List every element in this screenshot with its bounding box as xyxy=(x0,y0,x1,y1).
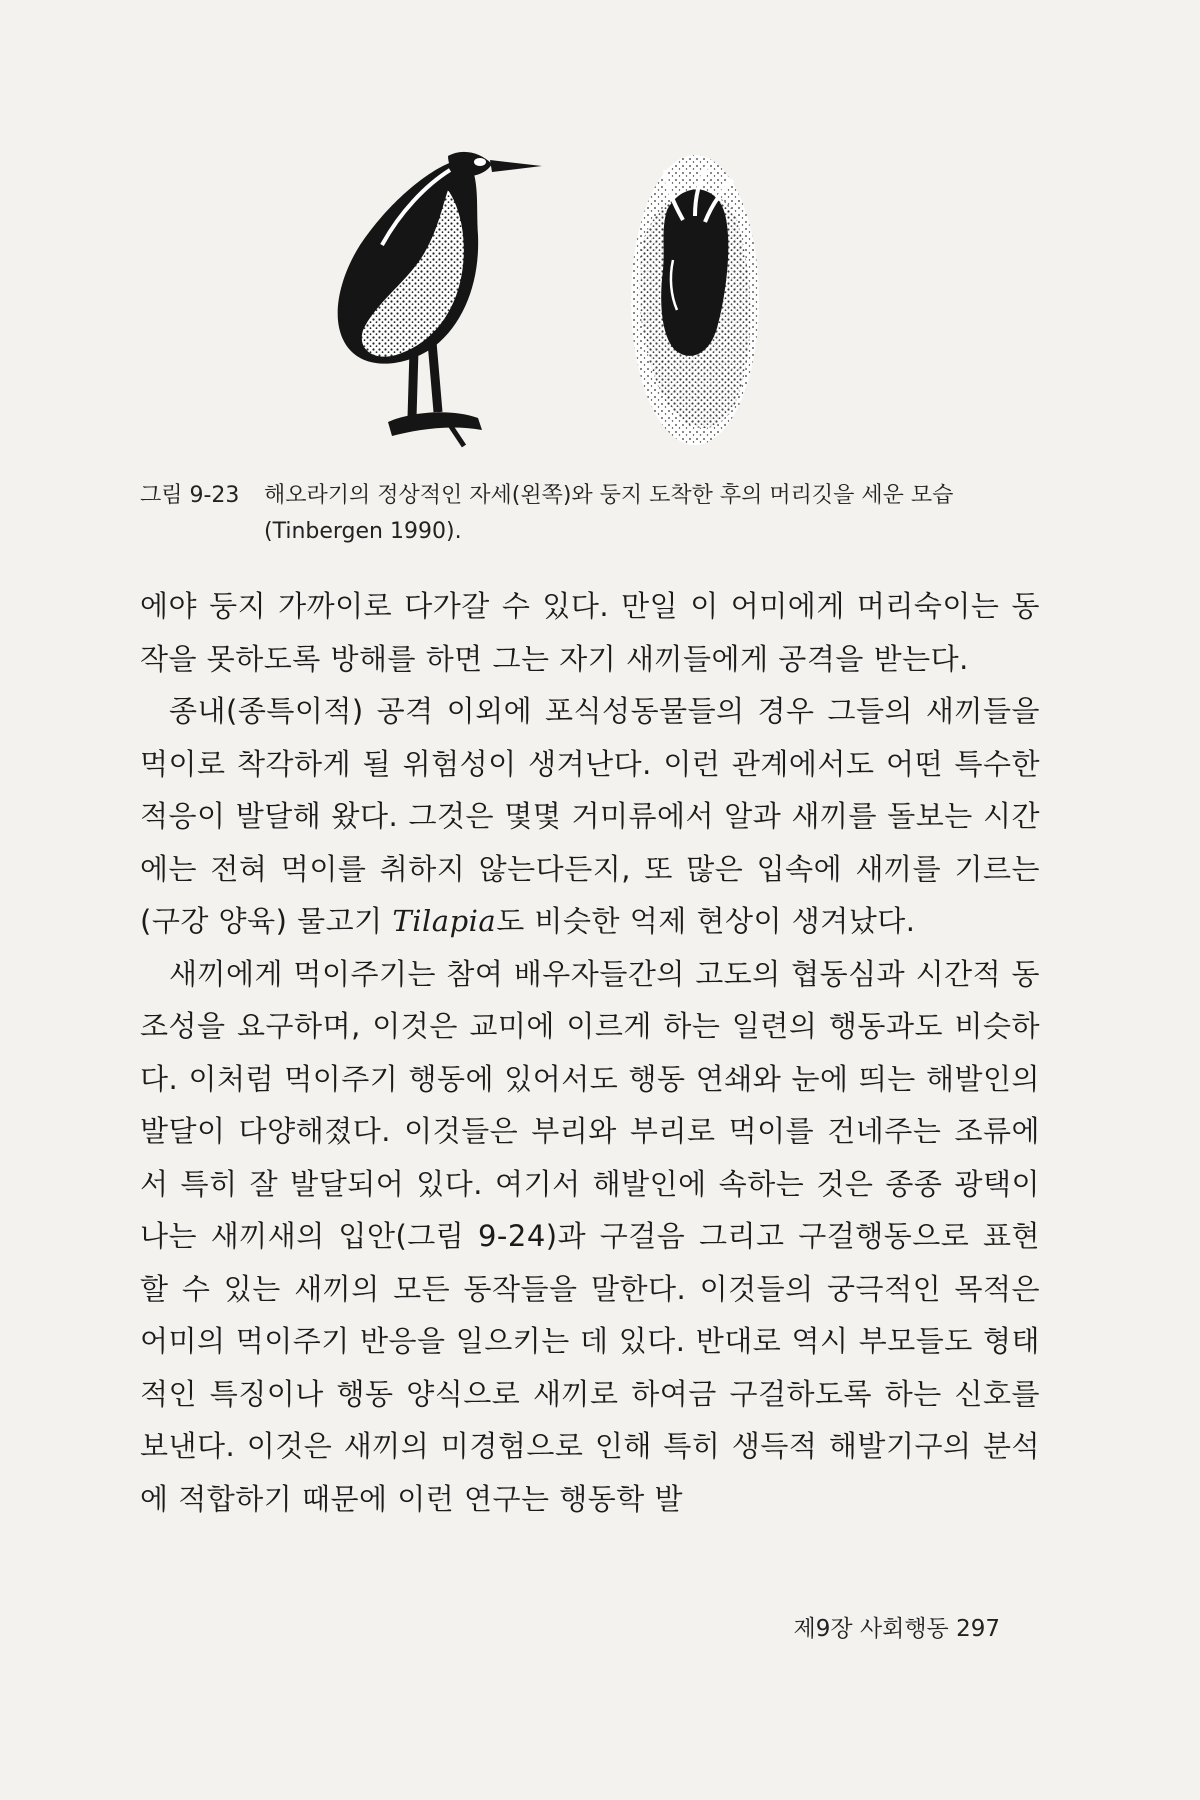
paragraph-2 xyxy=(140,685,1040,948)
chapter-title: 제9장 사회행동 xyxy=(793,1616,949,1642)
page-footer xyxy=(760,1610,1000,1643)
paragraph-2-part-b: 도 비슷한 억제 현상이 생겨났다. xyxy=(496,904,916,938)
heron-crest-raised-illustration xyxy=(631,155,759,445)
paragraph-2-part-a: 종내(종특이적) 공격 이외에 포식성동물들의 경우 그들의 새끼들을 먹이로 착각하게 될 위험성이 생겨난다. 이런 관계에서도 어떤 특수한 적응이 발달해 왔다. 그것은 몇몇 거미류에서 알과 새끼를 돌보는 시간에는 전혀 먹이를 취하지 않는다든지, 또 많은 입속에 새끼를 기르는(구강 양육) 물고기 xyxy=(140,694,1040,938)
figure-caption-text: 해오라기의 정상적인 자세(왼쪽)와 둥지 도착한 후의 머리깃을 세운 모습(Tinbergen 1990). xyxy=(264,483,954,544)
figure-number: 그림 9-23 xyxy=(140,483,240,508)
paragraph-1: 에야 둥지 가까이로 다가갈 수 있다. 만일 이 어미에게 머리숙이는 동작을 못하도록 방해를 하면 그는 자기 새끼들에게 공격을 받는다. xyxy=(140,589,1040,676)
paragraph-3: 새끼에게 먹이주기는 참여 배우자들간의 고도의 협동심과 시간적 동조성을 요구하며, 이것은 교미에 이르게 하는 일련의 행동과도 비슷하다. 이처럼 먹이주기 행동에 있어서도 행동 연쇄와 눈에 띄는 해발인의 발달이 다양해졌다. 이것들은 부리와 부리로 먹이를 건네주는 조류에서 특히 잘 발달되어 있다. 여기서 해발인에 속하는 것은 종종 광택이 나는 새끼새의 입안(그림 9-24)과 구걸음 그리고 구걸행동으로 표현할 수 있는 새끼의 모든 동작들을 말한다. 이것들의 궁극적인 목적은 어미의 먹이주기 반응을 일으키는 데 있다. 반대로 역시 부모들도 형태적인 특징이나 행동 양식으로 새끼로 하여금 구걸하도록 하는 신호를 보낸다. 이것은 새끼의 미경험으로 인해 특히 생득적 해발기구의 분석에 적합하기 때문에 이런 연구는 행동학 발 xyxy=(140,956,1040,1516)
heron-normal-posture-illustration xyxy=(338,152,542,446)
body-text xyxy=(140,580,1040,1525)
page-number: 297 xyxy=(956,1616,1000,1642)
heron-illustrations xyxy=(330,150,850,450)
species-name: Tilapia xyxy=(392,904,497,938)
heron-figure xyxy=(330,150,850,450)
